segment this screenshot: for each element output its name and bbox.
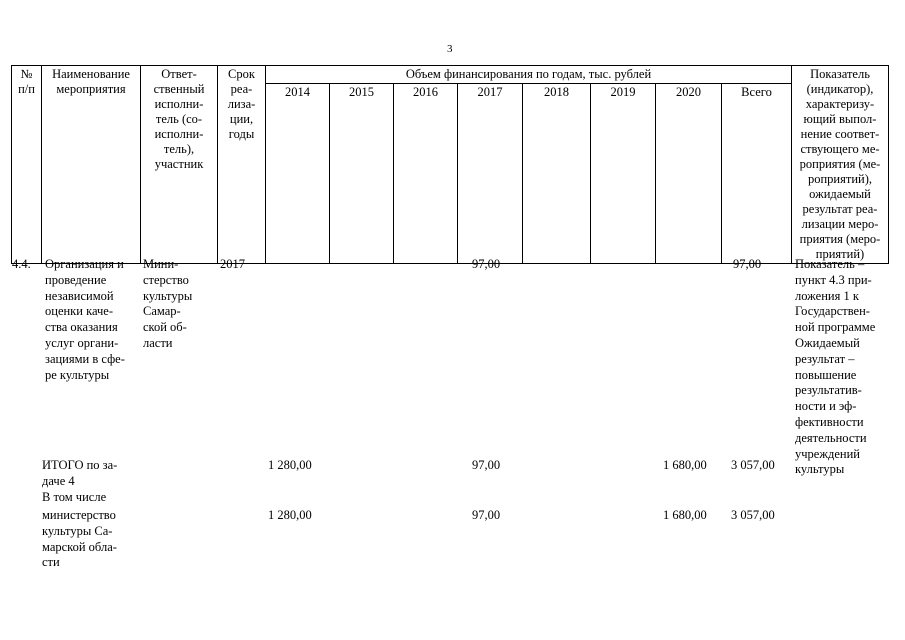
ministry-value-2014: 1 280,00 (268, 508, 312, 522)
row-value-2017: 97,00 (472, 257, 501, 271)
header-year-2016: 2016 (394, 84, 458, 264)
header-year-2019: 2019 (591, 84, 656, 264)
header-term: Срок реа- лиза- ции, годы (218, 66, 266, 264)
ministry-value-all: 3 057,00 (731, 508, 775, 522)
financing-table-header (11, 65, 889, 264)
row-value-total: 97,00 (733, 257, 762, 271)
page-number: 3 (447, 43, 453, 55)
header-name: Наименование мероприятия (42, 66, 141, 264)
header-year-2017: 2017 (458, 84, 523, 264)
header-year-2020: 2020 (656, 84, 722, 264)
total-label: ИТОГО по за- даче 4 (42, 458, 118, 488)
row-executor: Мини- стерство культуры Самар- ской об- ласти (143, 257, 193, 350)
header-num: № п/п (12, 66, 42, 264)
including-label: В том числе (42, 490, 107, 504)
row-num: 4.4. (12, 257, 31, 271)
total-value-2017: 97,00 (472, 458, 501, 472)
header-executor: Ответ- ственный исполни- тель (со- исполни- тель), участник (141, 66, 218, 264)
row-name: Организация и проведение независимой оценки каче- ства оказания услуг органи- зациями в сфе- ре культуры (45, 257, 125, 382)
total-value-2020: 1 680,00 (663, 458, 707, 472)
header-year-2015: 2015 (330, 84, 394, 264)
header-indicator: Показатель (индикатор), характеризу- ющий выпол- нение соответ- ствующего ме- роприятия (ме- роприятий), ожидаемый результат реа- лизации меро- приятия (меро- приятий) (792, 66, 889, 264)
total-value-2014: 1 280,00 (268, 458, 312, 472)
ministry-label: министерство культуры Са- марской обла- сти (42, 508, 117, 570)
ministry-value-2020: 1 680,00 (663, 508, 707, 522)
header-year-total: Всего (722, 84, 792, 264)
ministry-value-2017: 97,00 (472, 508, 501, 522)
header-financing: Объем финансирования по годам, тыс. рублей (266, 66, 792, 84)
total-value-all: 3 057,00 (731, 458, 775, 472)
row-indicator: Показатель – пункт 4.3 при- ложения 1 к Государствен- ной программе Ожидаемый результат – повышение результатив- ности и эф- фективности деятельности учреждений культуры (795, 257, 876, 477)
header-year-2014: 2014 (266, 84, 330, 264)
row-term: 2017 (220, 257, 245, 271)
header-year-2018: 2018 (523, 84, 591, 264)
